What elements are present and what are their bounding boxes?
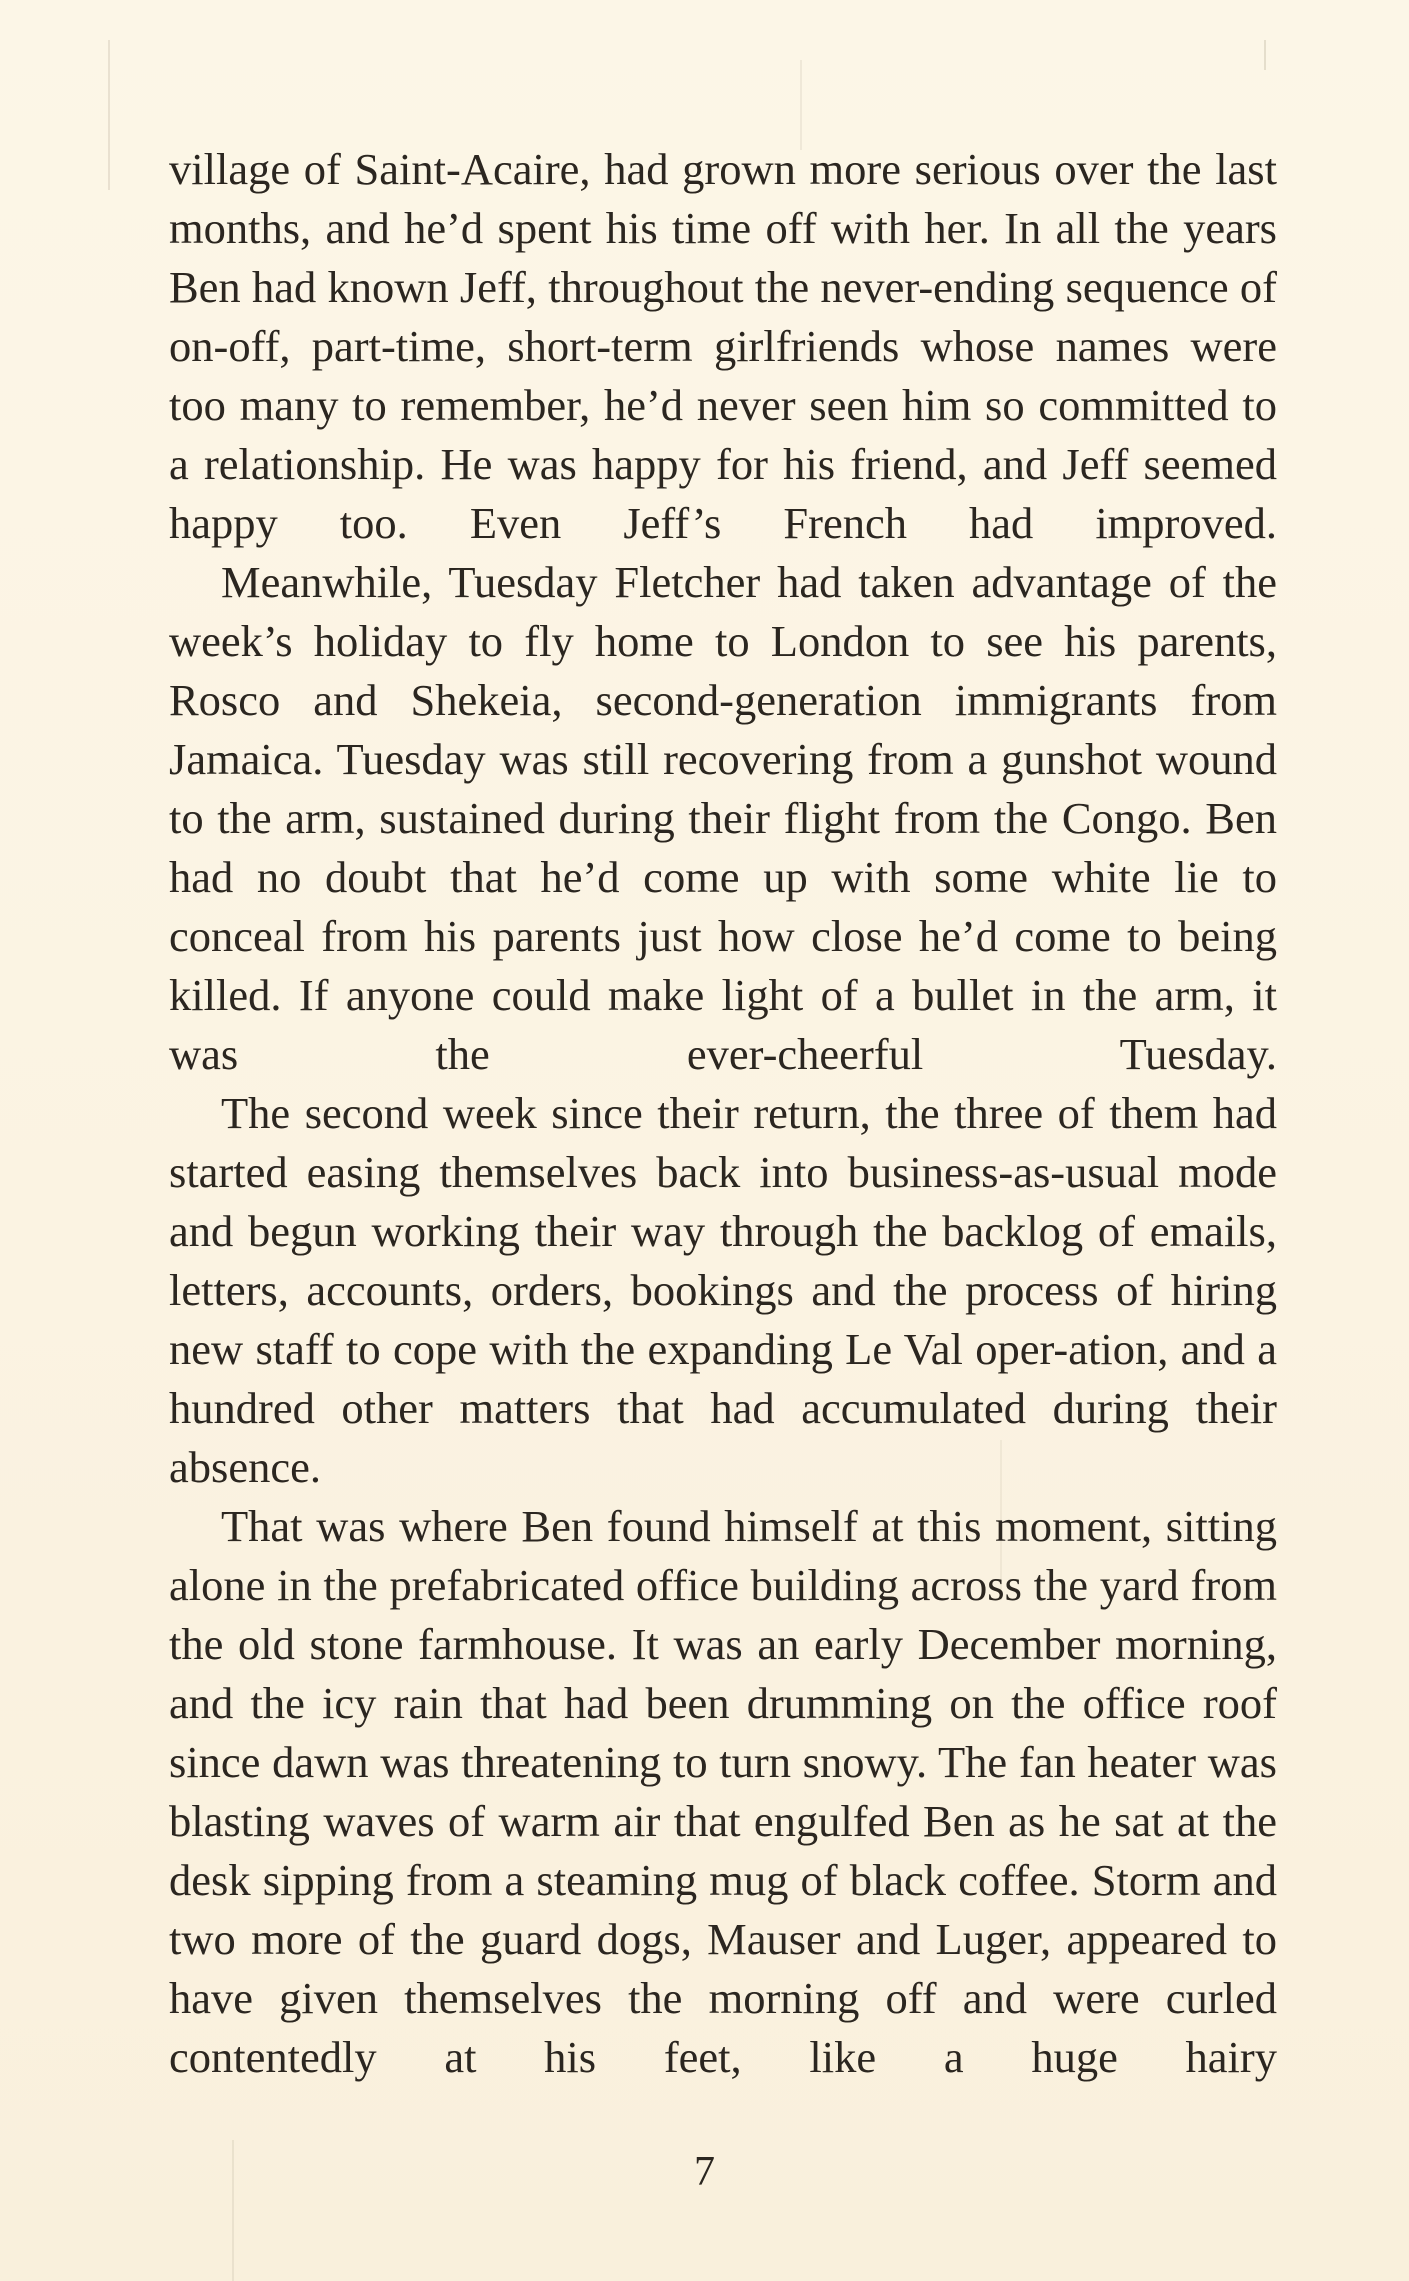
paper-scuff-mark <box>1264 40 1266 70</box>
paragraph-continued: village of Saint-Acaire, had grown more serious over the last months, and he’d spent his time off with her. In all the years Ben had known Jeff, throughout the never-ending sequence of on-off, part-time, short-term girlfriends whose names were too many to remember, he’d never seen him so committed to a relationship. He was happy for his friend, and Jeff seemed happy too. Even Jeff’s French had improved. <box>169 144 1277 548</box>
paragraph-second-week: The second week since their return, the three of them had started easing themselves back into business-as-usual mode and begun working their way through the backlog of emails, letters, accounts, orders, bookings and the process of hiring new staff to cope with the expanding Le Val oper-ation, and a hundred other matters that had accumulated during their absence. <box>169 1088 1277 1492</box>
page-number: 7 <box>694 2149 715 2195</box>
paragraph-tuesday-fletcher: Meanwhile, Tuesday Fletcher had taken advantage of the week’s holiday to fly home to London to see his parents, Rosco and Shekeia, second-generation immigrants from Jamaica. Tuesday was still recovering from a gunshot wound to the arm, sustained during their flight from the Congo. Ben had no doubt that he’d come up with some white lie to conceal from his parents just how close he’d come to being killed. If anyone could make light of a bullet in the arm, it was the ever-cheerful Tuesday. <box>169 557 1277 1079</box>
paper-scuff-mark <box>800 60 802 150</box>
paper-scuff-mark <box>108 40 110 190</box>
body-text <box>169 140 1277 2087</box>
paragraph-office-morning: That was where Ben found himself at this moment, sitting alone in the prefabricated office building across the yard from the old stone farmhouse. It was an early December morning, and the icy rain that had been drumming on the office roof since dawn was threatening to turn snowy. The fan heater was blasting waves of warm air that engulfed Ben as he sat at the desk sipping from a steaming mug of black coffee. Storm and two more of the guard dogs, Mauser and Luger, appeared to have given themselves the morning off and were curled contentedly at his feet, like a huge hairy <box>169 1501 1277 2082</box>
